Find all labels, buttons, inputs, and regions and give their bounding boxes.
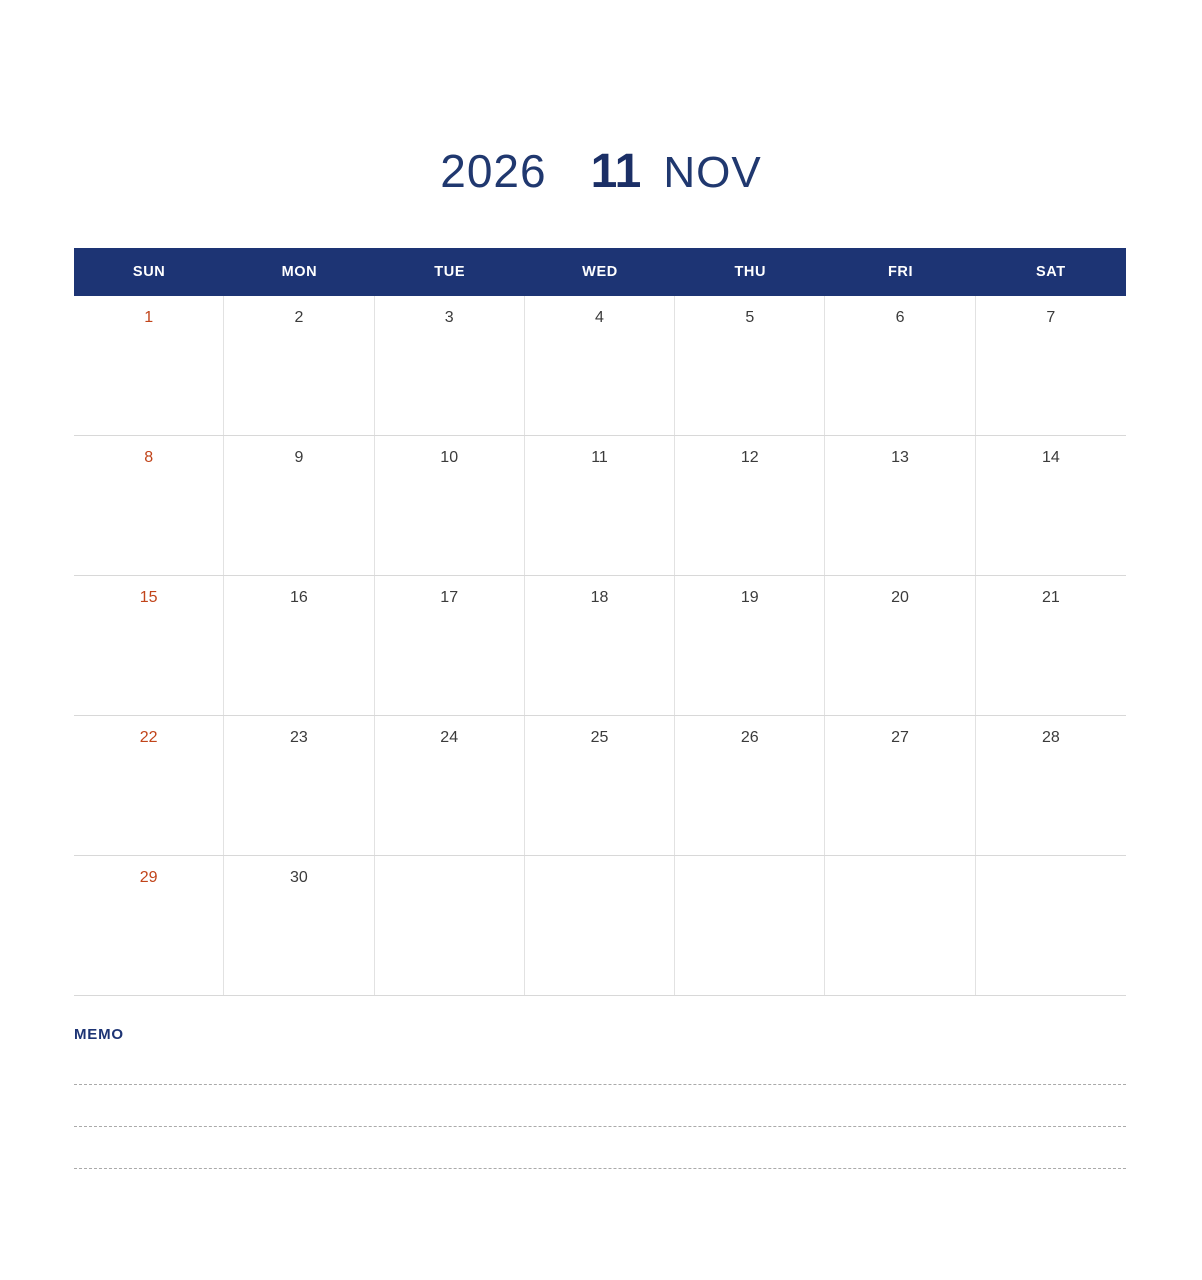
day-cell-empty — [675, 856, 825, 995]
day-number: 5 — [745, 309, 755, 326]
day-cell[interactable] — [224, 436, 374, 575]
weekday-sun: SUN — [132, 264, 166, 280]
day-number: 16 — [290, 589, 308, 606]
day-cell[interactable] — [224, 856, 374, 995]
day-number: 27 — [891, 729, 909, 746]
day-cell[interactable] — [375, 576, 525, 715]
day-cell[interactable] — [74, 296, 224, 435]
calendar-title — [74, 145, 1128, 220]
day-cell[interactable] — [675, 296, 825, 435]
day-cell[interactable] — [74, 576, 224, 715]
day-number: 10 — [440, 449, 459, 466]
day-number: 26 — [740, 729, 759, 746]
day-cell[interactable] — [525, 716, 675, 855]
day-number: 8 — [144, 449, 154, 466]
day-number: 4 — [595, 309, 604, 326]
weekday-tue: TUE — [434, 264, 466, 280]
day-number: 25 — [590, 729, 609, 746]
day-cell[interactable] — [224, 716, 374, 855]
day-cell[interactable] — [224, 576, 374, 715]
title-month-name: NOV — [663, 148, 762, 197]
day-cell[interactable] — [675, 436, 825, 575]
calendar-weeks — [74, 296, 1126, 996]
day-number: 2 — [294, 309, 304, 326]
day-number: 30 — [290, 869, 308, 886]
day-number: 6 — [895, 309, 905, 326]
calendar-week-row — [74, 716, 1126, 856]
day-cell[interactable] — [976, 436, 1126, 575]
day-number: 12 — [740, 449, 759, 466]
day-cell[interactable] — [825, 716, 975, 855]
day-number: 13 — [891, 449, 909, 466]
day-cell[interactable] — [825, 576, 975, 715]
day-number: 11 — [591, 449, 608, 466]
title-month-number: 11 — [590, 145, 642, 198]
calendar-grid — [74, 248, 1126, 996]
day-cell[interactable] — [825, 296, 975, 435]
calendar-week-row — [74, 576, 1126, 716]
day-number: 24 — [440, 729, 459, 746]
day-cell[interactable] — [74, 436, 224, 575]
day-cell[interactable] — [375, 716, 525, 855]
day-number: 3 — [444, 309, 454, 326]
day-number: 23 — [290, 729, 308, 746]
day-number: 18 — [590, 589, 609, 606]
day-cell[interactable] — [976, 716, 1126, 855]
day-number: 28 — [1041, 729, 1060, 746]
day-cell[interactable] — [375, 296, 525, 435]
day-cell[interactable] — [976, 296, 1126, 435]
day-number: 1 — [144, 309, 154, 326]
day-cell[interactable] — [675, 576, 825, 715]
weekday-header-row — [74, 248, 1126, 296]
day-cell-empty — [976, 856, 1126, 995]
day-cell[interactable] — [525, 576, 675, 715]
calendar-week-row — [74, 856, 1126, 996]
day-cell[interactable] — [976, 576, 1126, 715]
day-number: 17 — [440, 589, 459, 606]
day-cell-empty — [525, 856, 675, 995]
day-cell[interactable] — [825, 436, 975, 575]
calendar-week-row — [74, 296, 1126, 436]
day-cell[interactable] — [675, 716, 825, 855]
day-number: 22 — [139, 729, 158, 746]
day-cell[interactable] — [74, 716, 224, 855]
day-number: 21 — [1041, 589, 1060, 606]
day-cell[interactable] — [525, 296, 675, 435]
weekday-fri: FRI — [887, 264, 914, 280]
day-number: 9 — [294, 449, 304, 466]
day-cell[interactable] — [224, 296, 374, 435]
weekday-mon: MON — [281, 264, 318, 280]
memo-line[interactable] — [74, 1126, 1126, 1127]
day-number: 29 — [139, 869, 158, 886]
memo-line[interactable] — [74, 1084, 1126, 1085]
calendar-week-row — [74, 436, 1126, 576]
weekday-sat: SAT — [1035, 264, 1066, 280]
day-number: 20 — [891, 589, 909, 606]
day-number: 7 — [1046, 309, 1056, 326]
day-cell[interactable] — [525, 436, 675, 575]
day-number: 15 — [139, 589, 158, 606]
title-year: 2026 — [440, 145, 547, 197]
weekday-wed: WED — [582, 264, 618, 280]
day-cell-empty — [825, 856, 975, 995]
day-number: 14 — [1041, 449, 1060, 466]
weekday-thu: THU — [734, 264, 767, 280]
day-number: 19 — [740, 589, 759, 606]
memo-title: MEMO — [74, 1026, 124, 1043]
memo-line[interactable] — [74, 1168, 1126, 1169]
day-cell[interactable] — [375, 436, 525, 575]
day-cell-empty — [375, 856, 525, 995]
day-cell[interactable] — [74, 856, 224, 995]
memo-section — [74, 1026, 1126, 1169]
